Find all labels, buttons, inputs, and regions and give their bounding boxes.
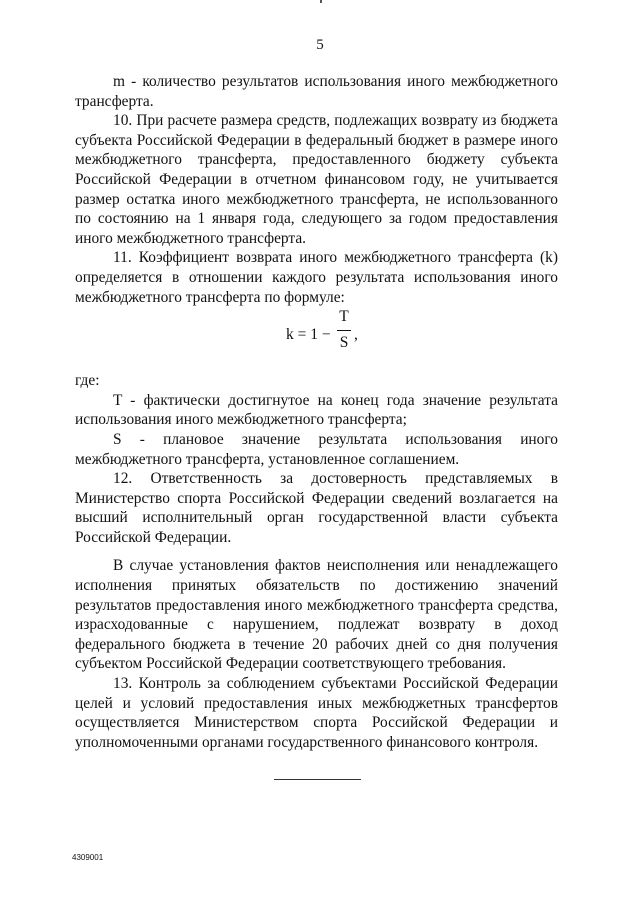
paragraph-13: 13. Контроль за соблюдением субъектами Российской Федерации целей и условий предоставления иных межбюджетных трансфертов осуществляется Министерством спорта Российской Федерации и уполномоченными органами государственного финансового контроля. (75, 675, 558, 751)
fraction-bar (337, 330, 351, 331)
return-coefficient-formula (75, 307, 558, 371)
formula-denominator: S (339, 334, 349, 352)
document-body (75, 72, 558, 752)
end-separator-line (274, 779, 361, 780)
footer-document-code: 4309001 (72, 853, 104, 862)
paragraph-m-definition: m - количество результатов использования иного межбюджетного трансферта. (75, 73, 558, 110)
formula-fraction (337, 307, 351, 353)
definition-t: T - фактически достигнутое на конец года значение результата использования иного межбюджетного трансферта; (75, 391, 558, 429)
formula-comma: , (354, 326, 358, 344)
paragraph-10: 10. При расчете размера средств, подлежащих возврату из бюджета субъекта Российской Федерации в федеральный бюджет в размере иного межбюджетного трансферта, предоставленного бюджету субъекта Российской Федерации в отчетном финансовом году, не учитывается размер остатка иного межбюджетного трансферта, не использованного по состоянию на 1 января года, следующего за годом предоставления иного межбюджетного трансферта. (75, 112, 558, 247)
formula-numerator: T (339, 308, 349, 326)
where-label: где: (75, 372, 100, 390)
paragraph-11: 11. Коэффициент возврата иного межбюджетного трансферта (k) определяется в отношении каждого результата использования иного межбюджетного трансферта по формуле: (75, 249, 558, 306)
paragraph-12: 12. Ответственность за достоверность представляемых в Министерство спорта Российской Федерации сведений возлагается на высший исполнительный орган государственной власти субъекта Российской Федерации. (75, 470, 558, 546)
definition-s: S - плановое значение результата использования иного межбюджетного трансферта, установленное соглашением. (75, 430, 558, 468)
paragraph-violations: В случае установления фактов неисполнения или ненадлежащего исполнения принятых обязательств по достижению значений результатов предоставления иного межбюджетного трансферта средства, израсходованные с нарушением, подлежат возврату в доход федерального бюджета в течение 20 рабочих дней со дня получения субъектом Российской Федерации соответствующего требования. (75, 557, 558, 673)
formula-lhs: k = 1 − (286, 326, 331, 344)
top-edge-mark (320, 0, 322, 3)
page-number: 5 (316, 37, 324, 53)
